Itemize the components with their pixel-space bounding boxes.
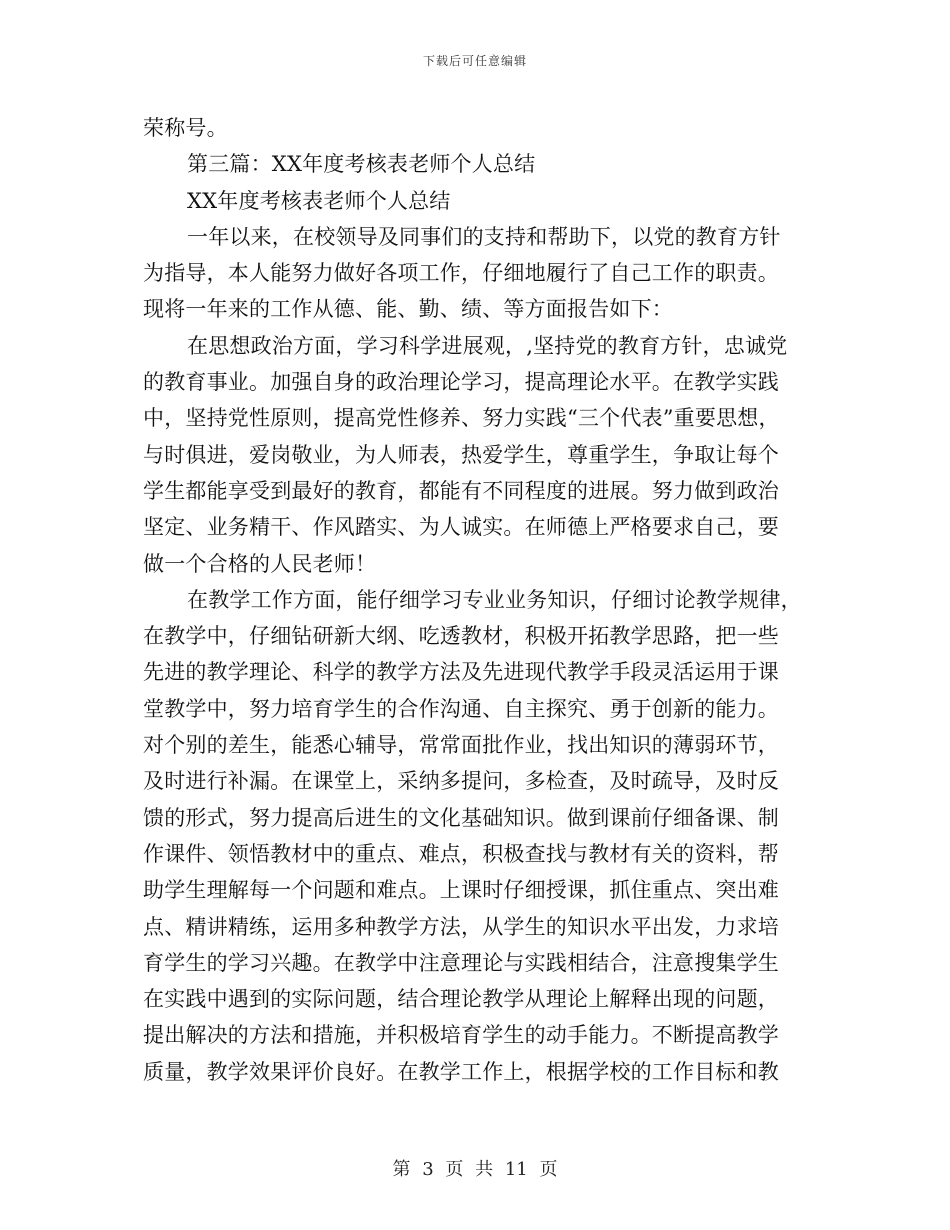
text-line: 在实践中遇到的实际问题，结合理论教学从理论上解释出现的问题， <box>143 987 779 1012</box>
text-line: 在教学中，仔细钻研新大纲、吃透教材，积极开拓教学思路，把一些 <box>143 624 779 649</box>
text-line: 先进的教学理论、科学的教学方法及先进现代教学手段灵活运用于课 <box>143 660 779 685</box>
text-line: 提出解决的方法和措施，并积极培育学生的动手能力。不断提高教学 <box>143 1023 779 1048</box>
text-line: 一年以来，在校领导及同事们的支持和帮助下，以党的教育方针 <box>187 224 781 249</box>
text-line: 学生都能享受到最好的教育，都能有不同程度的进展。努力做到政治 <box>143 478 779 503</box>
text-line: 对个别的差生，能悉心辅导，常常面批作业，找出知识的薄弱环节， <box>143 733 779 758</box>
text-line: 堂教学中，努力培育学生的合作沟通、自主探究、勇于创新的能力。 <box>143 696 779 721</box>
text-line: 点、精讲精练，运用多种教学方法，从学生的知识水平出发，力求培 <box>143 914 779 939</box>
section-heading: 第三篇：XX年度考核表老师个人总结 <box>187 152 536 177</box>
text-line: 及时进行补漏。在课堂上，采纳多提问，多检查，及时疏导，及时反 <box>143 769 779 794</box>
text-line: 在教学工作方面，能仔细学习专业业务知识，仔细讨论教学规律， <box>187 587 802 612</box>
document-title: XX年度考核表老师个人总结 <box>187 188 451 213</box>
document-body <box>143 110 807 1090</box>
text-line: 育学生的学习兴趣。在教学中注意理论与实践相结合，注意搜集学生 <box>143 950 779 975</box>
text-line: 中，坚持党性原则，提高党性修养、努力实践“三个代表”重要思想， <box>143 406 780 431</box>
text-line: 作课件、领悟教材中的重点、难点，积极查找与教材有关的资料，帮 <box>143 841 779 866</box>
text-line: 助学生理解每一个问题和难点。上课时仔细授课，抓住重点、突出难 <box>143 878 779 903</box>
text-line: 现将一年来的工作从德、能、勤、绩、等方面报告如下： <box>143 297 673 322</box>
text-line: 在思想政治方面，学习科学进展观，,坚持党的教育方针，忠诚党 <box>187 333 788 358</box>
text-line: 做一个合格的人民老师！ <box>143 551 377 576</box>
text-line: 的教育事业。加强自身的政治理论学习，提高理论水平。在教学实践 <box>143 370 779 395</box>
text-line: 荣称号。 <box>143 116 228 140</box>
text-line: 馈的形式，努力提高后进生的文化基础知识。做到课前仔细备课、制 <box>143 805 779 830</box>
text-line: 为指导，本人能努力做好各项工作，仔细地履行了自己工作的职责。 <box>143 261 779 286</box>
text-line: 坚定、业务精干、作风踏实、为人诚实。在师德上严格要求自己，要 <box>143 515 779 540</box>
page-number: 第 3 页 共 11 页 <box>392 1159 558 1180</box>
page-header-note: 下载后可任意编辑 <box>422 54 527 68</box>
text-line: 质量，教学效果评价良好。在教学工作上，根据学校的工作目标和教 <box>143 1059 779 1084</box>
text-line: 与时俱进，爱岗敬业，为人师表，热爱学生，尊重学生，争取让每个 <box>143 442 779 467</box>
